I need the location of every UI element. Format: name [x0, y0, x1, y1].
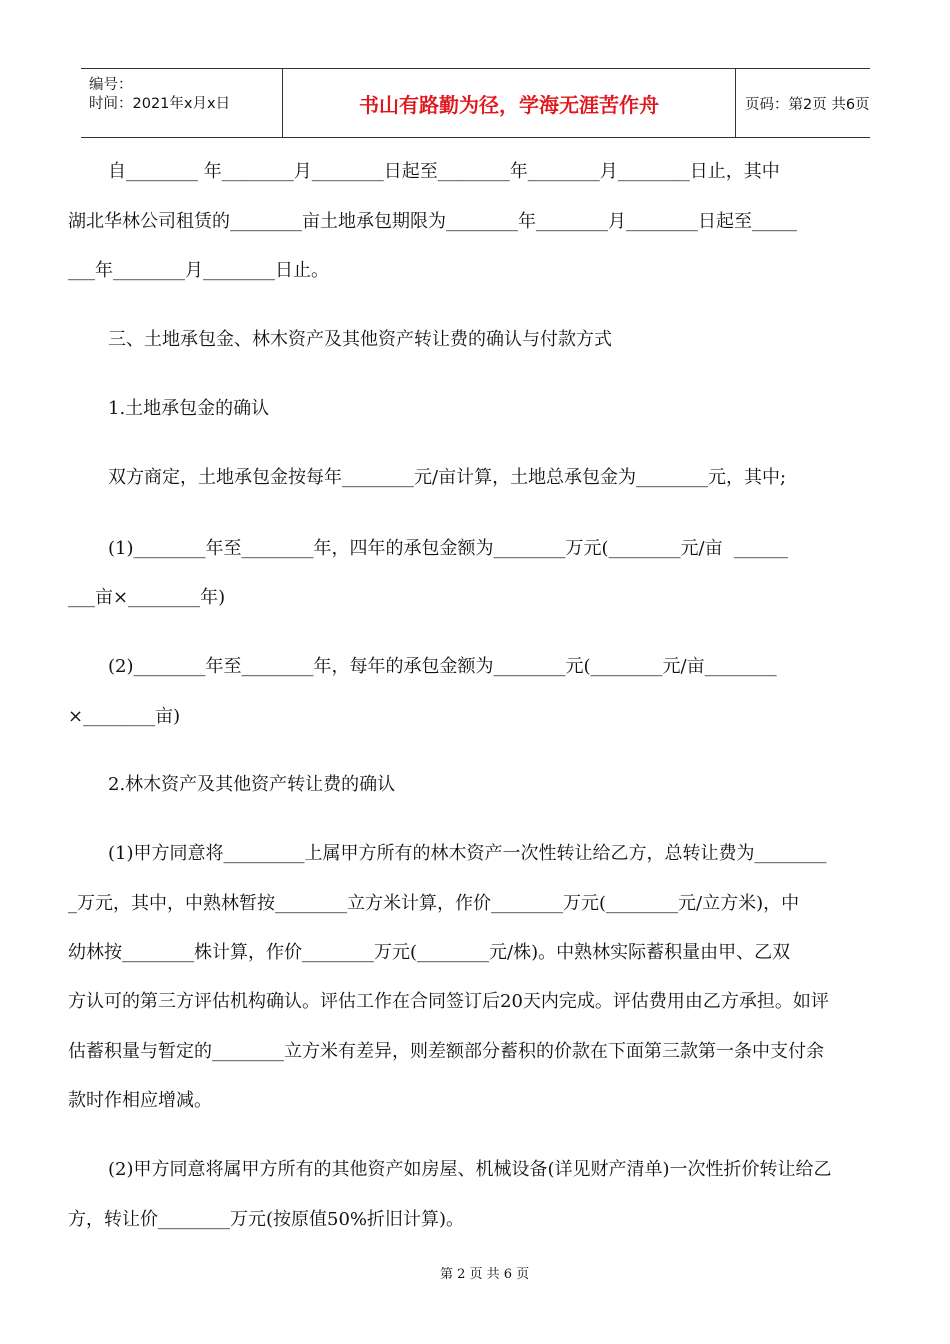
document-number-label: 编号： — [89, 77, 133, 93]
header-meta — [81, 69, 282, 137]
page-header — [81, 68, 870, 138]
body-line: 自________ 年________月________日起至________年________月________日止，其中 — [108, 161, 780, 182]
body-line: (1)________年至________年，四年的承包金额为________万元(________元/亩 ______ — [108, 538, 789, 559]
body-line: 方，转让价________万元(按原值50%折旧计算)。 — [68, 1209, 465, 1230]
document-date: 时间：2021年x月x日 — [89, 96, 231, 112]
subsection-heading: 2.林木资产及其他资产转让费的确认 — [108, 774, 396, 795]
body-line: (2)甲方同意将属甲方所有的其他资产如房屋、机械设备(详见财产清单)一次性折价转让给乙 — [108, 1159, 832, 1180]
body-line: 双方商定，土地承包金按每年________元/亩计算，土地总承包金为________元，其中; — [108, 467, 787, 488]
body-line: ___年________月________日止。 — [68, 260, 329, 281]
body-line: 款时作相应增减。 — [68, 1090, 212, 1111]
body-line: (2)________年至________年，每年的承包金额为________元(________元/亩________ — [108, 656, 777, 677]
body-line: _万元，其中，中熟林暂按________立方米计算，作价________万元(________元/立方米)，中 — [68, 893, 800, 914]
header-page-cell — [735, 69, 870, 137]
body-line: 幼林按________株计算，作价________万元(________元/株)。中熟林实际蓄积量由甲、乙双 — [68, 942, 791, 963]
section-heading: 三、土地承包金、林木资产及其他资产转让费的确认与付款方式 — [108, 329, 612, 350]
subsection-heading: 1.土地承包金的确认 — [108, 398, 270, 419]
body-line: 估蓄积量与暂定的________立方米有差异，则差额部分蓄积的价款在下面第三款第一条中支付余 — [68, 1041, 824, 1062]
header-page-info: 页码：第2页 共6页 — [745, 96, 870, 113]
body-line: 方认可的第三方评估机构确认。评估工作在合同签订后20天内完成。评估费用由乙方承担。如评 — [68, 991, 829, 1012]
header-motto: 书山有路勤为径，学海无涯苦作舟 — [359, 92, 659, 117]
body-line: 湖北华林公司租赁的________亩土地承包期限为________年________月________日起至_____ — [68, 211, 797, 232]
body-line: ×________亩) — [68, 706, 181, 727]
page-footer: 第 2 页 共 6 页 — [440, 1267, 530, 1282]
body-line: ___亩×________年) — [68, 587, 226, 608]
body-line: (1)甲方同意将_________上属甲方所有的林木资产一次性转让给乙方，总转让费为________ — [108, 843, 827, 864]
header-motto-cell — [282, 69, 736, 137]
